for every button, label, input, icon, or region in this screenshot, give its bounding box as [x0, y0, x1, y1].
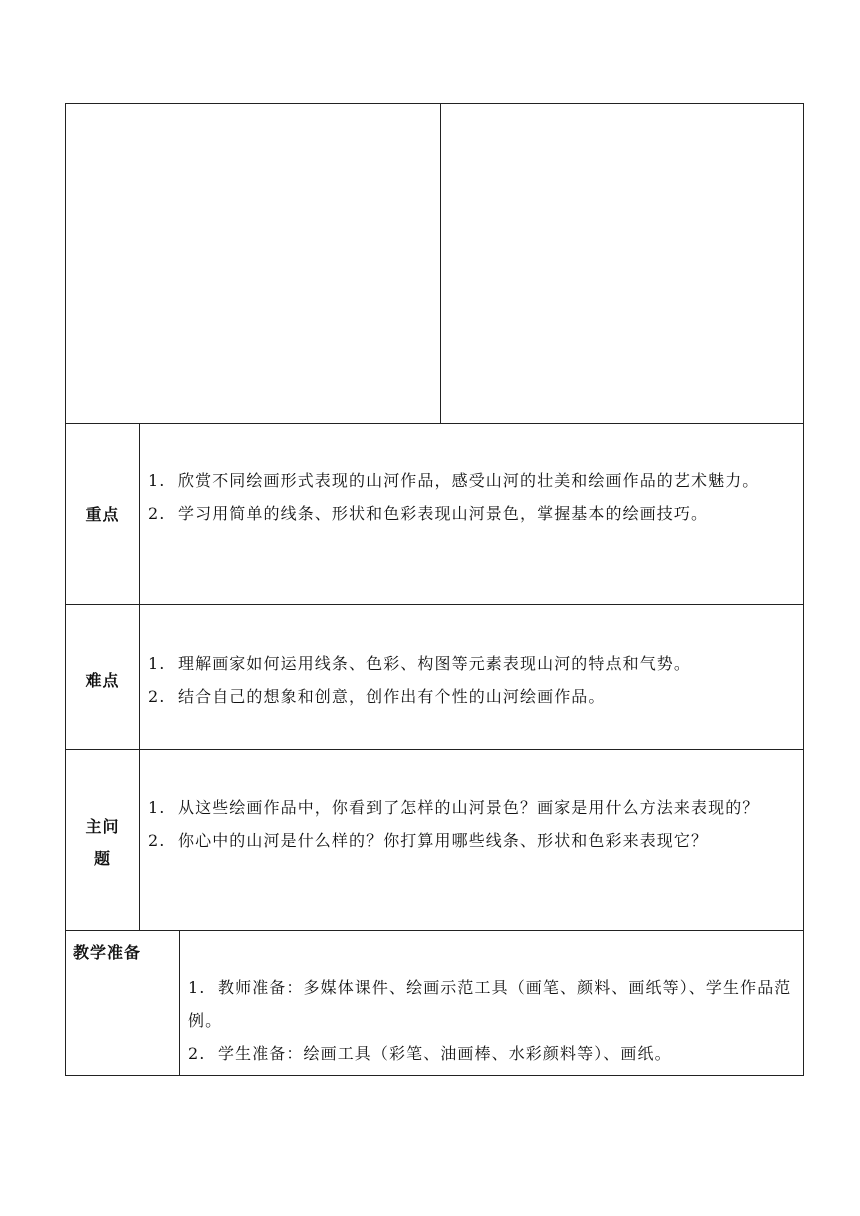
item-number: 1. [148, 654, 166, 673]
item-text: 学生准备：绘画工具（彩笔、油画棒、水彩颜料等）、画纸。 [218, 1044, 672, 1063]
item-number: 1. [188, 978, 206, 997]
main-questions-content [148, 791, 798, 857]
list-item [188, 1037, 798, 1070]
list-item [148, 680, 798, 713]
item-text: 你心中的山河是什么样的？你打算用哪些线条、形状和色彩来表现它？ [178, 831, 709, 850]
main-questions-label [66, 811, 139, 875]
row-separator-4 [65, 930, 804, 931]
key-points-label: 重点 [85, 505, 120, 524]
difficult-points-content [148, 647, 798, 713]
main-questions-label-line2: 题 [93, 849, 111, 868]
teaching-preparation-content [188, 971, 798, 1070]
lesson-plan-table [65, 103, 804, 1076]
row-separator-3 [65, 749, 804, 750]
list-item [148, 791, 798, 824]
item-text: 理解画家如何运用线条、色彩、构图等元素表现山河的特点和气势。 [178, 654, 692, 673]
item-number: 2. [148, 831, 166, 850]
list-item [148, 464, 798, 497]
item-number: 1. [148, 471, 166, 490]
list-item [148, 647, 798, 680]
list-item [148, 824, 798, 857]
item-text: 学习用简单的线条、形状和色彩表现山河景色，掌握基本的绘画技巧。 [178, 504, 709, 523]
list-item [188, 971, 798, 1037]
item-text: 结合自己的想象和创意，创作出有个性的山河绘画作品。 [178, 687, 606, 706]
table-border-top [65, 103, 804, 104]
teaching-preparation-label: 教学准备 [73, 943, 142, 962]
table-border-bottom [65, 1075, 804, 1076]
key-points-content [148, 464, 798, 530]
row-separator-2 [65, 604, 804, 605]
difficult-points-label: 难点 [85, 671, 120, 690]
item-number: 2. [148, 504, 166, 523]
main-questions-label-line1: 主问 [85, 817, 120, 836]
item-number: 2. [188, 1044, 206, 1063]
item-text: 教师准备：多媒体课件、绘画示范工具（画笔、颜料、画纸等）、学生作品范例。 [188, 978, 792, 1030]
list-item [148, 497, 798, 530]
prep-label-divider [179, 930, 180, 1075]
label-column-divider [139, 423, 140, 930]
item-text: 从这些绘画作品中，你看到了怎样的山河景色？画家是用什么方法来表现的？ [178, 798, 760, 817]
item-number: 1. [148, 798, 166, 817]
item-text: 欣赏不同绘画形式表现的山河作品，感受山河的壮美和绘画作品的艺术魅力。 [178, 471, 760, 490]
top-row-divider [440, 103, 441, 423]
row-separator-1 [65, 423, 804, 424]
item-number: 2. [148, 687, 166, 706]
